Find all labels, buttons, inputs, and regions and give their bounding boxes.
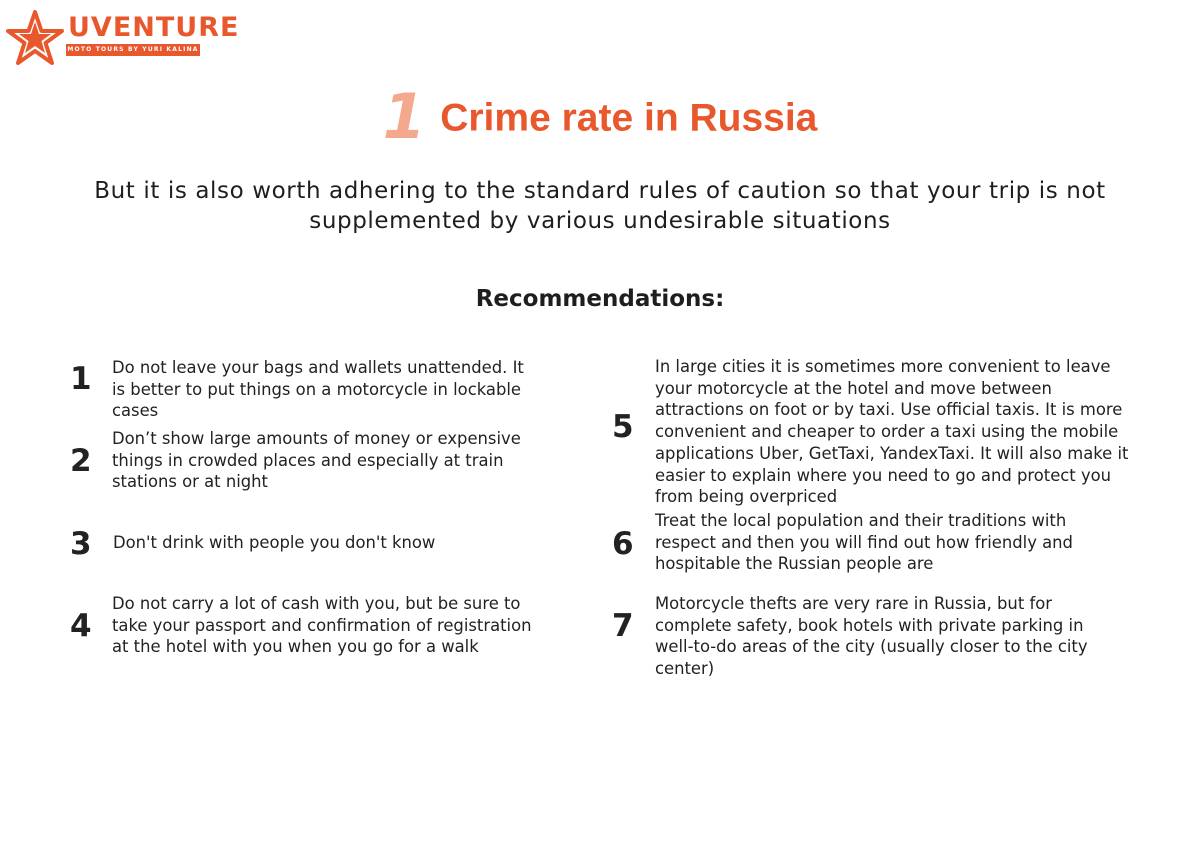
item-number: 5 bbox=[612, 409, 634, 445]
item-text: Motorcycle thefts are very rare in Russia, but for complete safety, book hotels with private parking in well-to-do areas of the city (usually closer to the city center) bbox=[655, 594, 1088, 679]
brand-tagline: MOTO TOURS BY YURI KALINA bbox=[66, 44, 200, 56]
recommendations-title: Recommendations: bbox=[475, 286, 725, 312]
item-number: 3 bbox=[70, 526, 92, 562]
brand-logo[interactable] bbox=[6, 8, 240, 68]
star-icon bbox=[6, 10, 64, 68]
section-number: 1 bbox=[382, 80, 426, 153]
intro-text: But it is also worth adhering to the standard rules of caution so that your trip is not supplemented by various undesirable situations bbox=[94, 178, 1106, 234]
item-number: 6 bbox=[612, 526, 634, 562]
brand-name: UVENTURE bbox=[68, 12, 240, 43]
item-text: Do not carry a lot of cash with you, but be sure to take your passport and confirmation of registration at the hotel with you when you go for a walk bbox=[112, 594, 532, 657]
item-number: 7 bbox=[612, 608, 634, 644]
item-text: Treat the local population and their traditions with respect and then you will find out how friendly and hospitable the Russian people are bbox=[655, 511, 1073, 574]
item-text: In large cities it is sometimes more convenient to leave your motorcycle at the hotel and move between attractions on foot or by taxi. Use official taxis. It is more convenient and cheaper to order a taxi using the mobile applications Uber, GetTaxi, YandexTaxi. It will also make it easier to explain where you need to go and protect you from being overpriced bbox=[655, 357, 1129, 507]
item-text: Don't drink with people you don't know bbox=[113, 533, 436, 552]
page-heading bbox=[0, 82, 1200, 155]
item-text: Don’t show large amounts of money or expensive things in crowded places and especially at train stations or at night bbox=[112, 429, 521, 492]
item-number: 1 bbox=[70, 361, 92, 397]
page-title: Crime rate in Russia bbox=[440, 96, 818, 140]
item-text: Do not leave your bags and wallets unattended. It is better to put things on a motorcycle in lockable cases bbox=[112, 358, 524, 421]
item-number: 2 bbox=[70, 443, 92, 479]
item-number: 4 bbox=[70, 608, 92, 644]
